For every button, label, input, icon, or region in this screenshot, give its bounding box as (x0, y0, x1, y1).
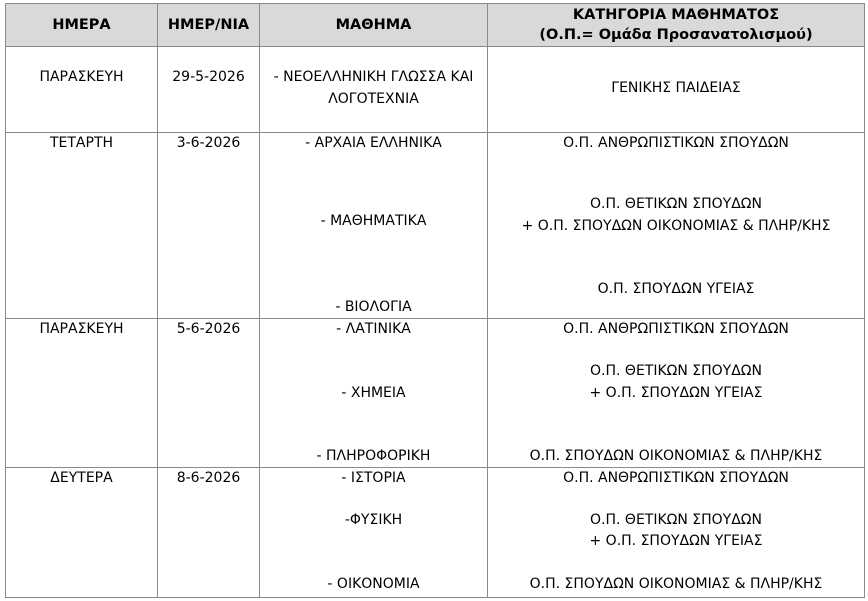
table-row (6, 468, 865, 598)
category-text: Ο.Π. ΑΝΘΡΩΠΙΣΤΙΚΩΝ ΣΠΟΥΔΩΝ (563, 470, 789, 486)
category-text: + Ο.Π. ΣΠΟΥΔΩΝ ΟΙΚΟΝΟΜΙΑΣ & ΠΛΗΡ/ΚΗΣ (521, 218, 831, 234)
category-cell (488, 468, 865, 598)
subject-text: - ΠΛΗΡΟΦΟΡΙΚΗ (316, 448, 431, 464)
category-text: Ο.Π. ΣΠΟΥΔΩΝ ΥΓΕΙΑΣ (597, 281, 755, 297)
header-category-note: (Ο.Π.= Ομάδα Προσανατολισμού) (539, 27, 813, 43)
category-text: Ο.Π. ΘΕΤΙΚΩΝ ΣΠΟΥΔΩΝ (590, 512, 762, 528)
day-cell (6, 468, 158, 598)
subject-cell (260, 319, 488, 468)
subject-text: - ΧΗΜΕΙΑ (341, 385, 406, 401)
category-text: Ο.Π. ΘΕΤΙΚΩΝ ΣΠΟΥΔΩΝ (590, 363, 762, 379)
category-text: + Ο.Π. ΣΠΟΥΔΩΝ ΥΓΕΙΑΣ (589, 533, 763, 549)
subject-cell (260, 468, 488, 598)
day-text: ΤΕΤΑΡΤΗ (49, 135, 114, 151)
table-row (6, 133, 865, 319)
category-cell (488, 47, 865, 133)
date-cell (158, 47, 260, 133)
subject-text: ΛΟΓΟΤΕΧΝΙΑ (328, 91, 419, 107)
category-text: Ο.Π. ΣΠΟΥΔΩΝ ΟΙΚΟΝΟΜΙΑΣ & ΠΛΗΡ/ΚΗΣ (529, 448, 823, 464)
day-cell (6, 133, 158, 319)
category-text: Ο.Π. ΑΝΘΡΩΠΙΣΤΙΚΩΝ ΣΠΟΥΔΩΝ (563, 321, 789, 337)
subject-cell (260, 47, 488, 133)
date-text: 3-6-2026 (176, 135, 241, 151)
subject-cell (260, 133, 488, 319)
category-text: Ο.Π. ΘΕΤΙΚΩΝ ΣΠΟΥΔΩΝ (590, 196, 762, 212)
header-date: ΗΜΕΡ/ΝΙΑ (158, 4, 260, 47)
subject-text: - ΜΑΘΗΜΑΤΙΚΑ (320, 213, 427, 229)
category-text: ΓΕΝΙΚΗΣ ΠΑΙΔΕΙΑΣ (611, 80, 741, 96)
header-day: ΗΜΕΡΑ (6, 4, 158, 47)
subject-text: -ΦΥΣΙΚΗ (344, 512, 403, 528)
table-row (6, 319, 865, 468)
table-row (6, 47, 865, 133)
subject-text: - ΑΡΧΑΙΑ ΕΛΛΗΝΙΚΑ (305, 135, 442, 151)
day-text: ΠΑΡΑΣΚΕΥΗ (39, 69, 124, 85)
header-category (488, 4, 865, 47)
day-text: ΠΑΡΑΣΚΕΥΗ (39, 321, 124, 337)
subject-text: - ΒΙΟΛΟΓΙΑ (335, 299, 412, 315)
category-cell (488, 319, 865, 468)
header-category-title: ΚΑΤΗΓΟΡΙΑ ΜΑΘΗΜΑΤΟΣ (572, 7, 780, 23)
subject-text: - ΛΑΤΙΝΙΚΑ (336, 321, 411, 337)
date-text: 5-6-2026 (176, 321, 241, 337)
date-text: 8-6-2026 (176, 470, 241, 486)
exam-schedule-table (5, 3, 865, 598)
date-cell (158, 468, 260, 598)
category-cell (488, 133, 865, 319)
category-text: + Ο.Π. ΣΠΟΥΔΩΝ ΥΓΕΙΑΣ (589, 385, 763, 401)
day-cell (6, 47, 158, 133)
day-text: ΔΕΥΤΕΡΑ (50, 470, 113, 486)
subject-text: - ΙΣΤΟΡΙΑ (341, 470, 406, 486)
subject-text: - ΟΙΚΟΝΟΜΙΑ (327, 576, 420, 592)
category-text: Ο.Π. ΑΝΘΡΩΠΙΣΤΙΚΩΝ ΣΠΟΥΔΩΝ (563, 135, 789, 151)
category-text: Ο.Π. ΣΠΟΥΔΩΝ ΟΙΚΟΝΟΜΙΑΣ & ΠΛΗΡ/ΚΗΣ (529, 576, 823, 592)
date-cell (158, 133, 260, 319)
subject-text: - ΝΕΟΕΛΛΗΝΙΚΗ ΓΛΩΣΣΑ ΚΑΙ (273, 69, 474, 85)
header-subject: ΜΑΘΗΜΑ (260, 4, 488, 47)
date-text: 29-5-2026 (172, 69, 245, 85)
date-cell (158, 319, 260, 468)
header-row (6, 4, 865, 47)
day-cell (6, 319, 158, 468)
